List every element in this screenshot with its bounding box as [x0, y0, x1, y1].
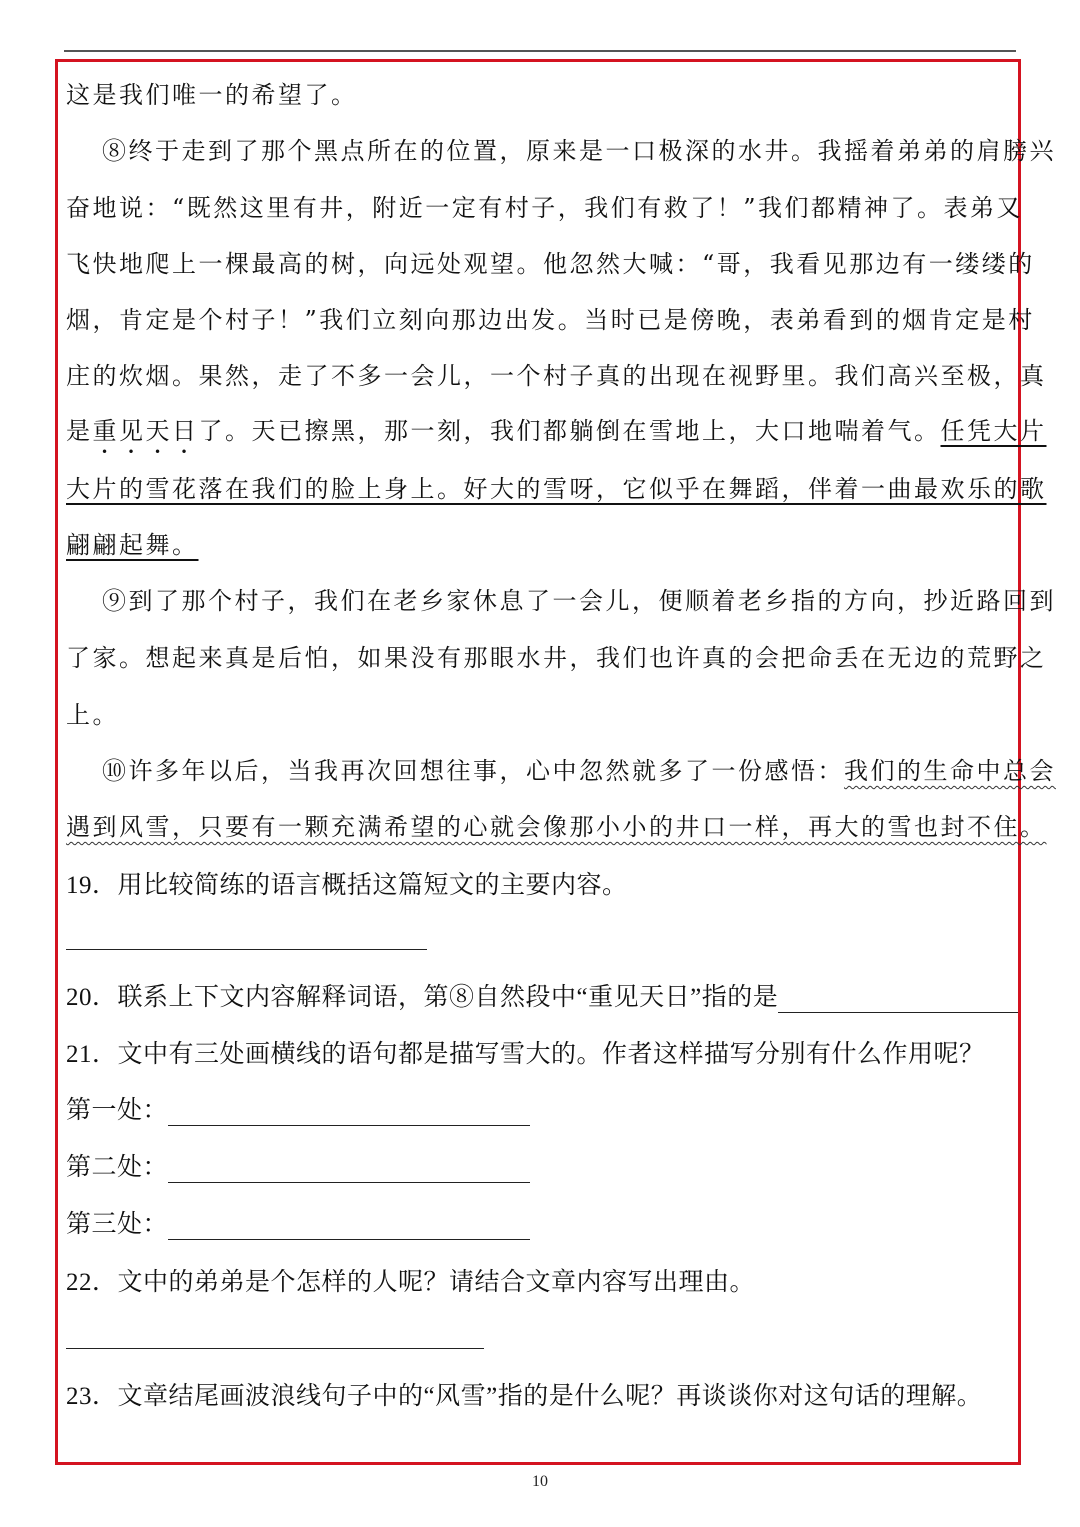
passage-line: ⑩许多年以后，当我再次回想往事，心中忽然就多了一份感悟：我们的生命中总会	[102, 757, 1056, 785]
wavy-sentence: 遇到风雪，只要有一颗充满希望的心就会像那小小的井口一样，再大的雪也封不住。	[66, 813, 1047, 841]
header-rule	[64, 50, 1016, 52]
passage-line: 上。	[66, 701, 119, 729]
answer-line-22[interactable]	[66, 1348, 484, 1349]
answer-line-19[interactable]	[66, 949, 427, 950]
page-number: 10	[532, 1473, 548, 1490]
answer-row-second: 第二处：	[66, 1153, 530, 1183]
passage-line	[66, 474, 1047, 504]
passage-line: ⑧终于走到了那个黑点所在的位置，原来是一口极深的水井。我摇着弟弟的肩膀兴	[102, 137, 1056, 165]
wavy-sentence: 我们的生命中总会	[844, 757, 1056, 785]
underlined-sentence: 翩翩起舞。	[66, 531, 199, 559]
underlined-sentence: 大片的雪花落在我们的脸上身上。好大的雪呀，它似乎在舞蹈，伴着一曲最欢乐的歌	[66, 475, 1047, 503]
passage-line: 飞快地爬上一棵最高的树，向远处观望。他忽然大喊：“哥，我看见那边有一缕缕的	[66, 250, 1035, 278]
passage-line	[66, 812, 1047, 842]
question-22: 22．文中的弟弟是个怎样的人呢？请结合文章内容写出理由。	[66, 1269, 756, 1296]
dotted-phrase: 重见天日	[92, 417, 199, 445]
passage-line: 是重见天日了。天已擦黑，那一刻，我们都躺倒在雪地上，大口地喘着气。任凭大片	[66, 417, 1047, 445]
answer-blank-21-second[interactable]	[168, 1158, 530, 1183]
passage-line: 这是我们唯一的希望了。	[66, 81, 358, 109]
question-23: 23．文章结尾画波浪线句子中的“风雪”指的是什么呢？再谈谈你对这句话的理解。	[66, 1383, 983, 1410]
answer-row-third: 第三处：	[66, 1210, 530, 1240]
passage-line: ⑨到了那个村子，我们在老乡家休息了一会儿，便顺着老乡指的方向，抄近路回到	[102, 587, 1056, 615]
passage-line: 了家。想起来真是后怕，如果没有那眼水井，我们也许真的会把命丢在无边的荒野之	[66, 644, 1047, 672]
passage-line: 奋地说：“既然这里有井，附近一定有村子，我们有救了！”我们都精神了。表弟又	[66, 194, 1024, 222]
answer-blank-21-first[interactable]	[168, 1101, 530, 1126]
question-20: 20．联系上下文内容解释词语，第⑧自然段中“重见天日”指的是	[66, 983, 1018, 1013]
answer-blank-20[interactable]	[778, 988, 1018, 1013]
passage-line: 庄的炊烟。果然，走了不多一会儿，一个村子真的出现在视野里。我们高兴至极，真	[66, 362, 1047, 390]
question-19: 19．用比较简练的语言概括这篇短文的主要内容。	[66, 872, 628, 899]
answer-blank-21-third[interactable]	[168, 1215, 530, 1240]
passage-line	[66, 530, 199, 560]
underlined-sentence: 任凭大片	[940, 417, 1047, 445]
answer-row-first: 第一处：	[66, 1096, 530, 1126]
question-21: 21．文中有三处画横线的语句都是描写雪大的。作者这样描写分别有什么作用呢？	[66, 1041, 985, 1068]
passage-line: 烟，肯定是个村子！”我们立刻向那边出发。当时已是傍晚，表弟看到的烟肯定是村	[66, 306, 1035, 334]
